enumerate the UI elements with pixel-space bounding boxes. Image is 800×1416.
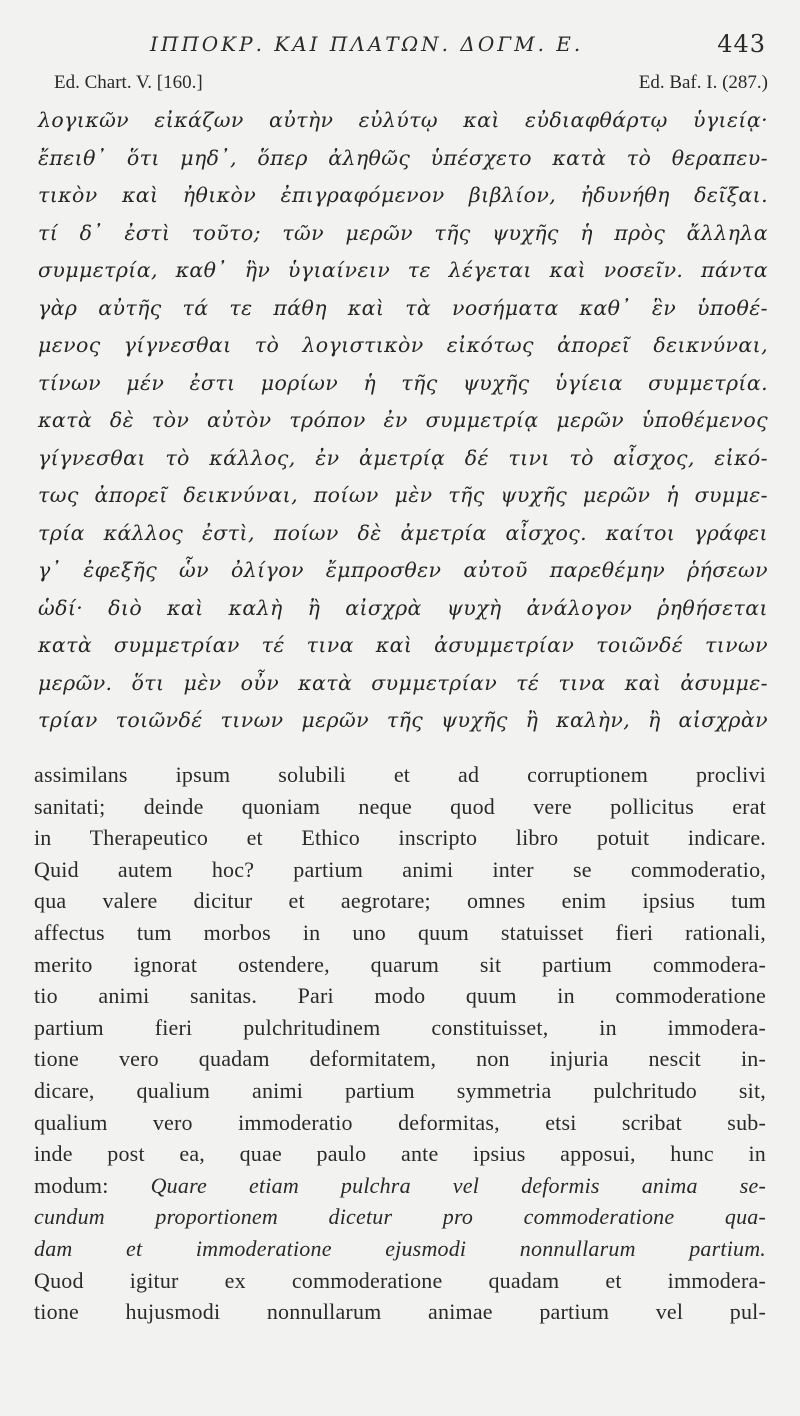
greek-line: τως ἀπορεῖ δεικνύναι, ποίων μὲν τῆς ψυχῆς μερῶν ἡ συμμε- — [38, 483, 768, 507]
edition-left: Ed. Chart. V. [160.] — [54, 72, 203, 93]
greek-line: γίγνεσθαι τὸ κάλλος, ἐν ἀμετρίᾳ δέ τινι τὸ αἶσχος, εἰκό- — [38, 445, 768, 470]
latin-roman-fragment: modum: — [34, 1172, 109, 1198]
latin-line: Quod igitur ex commoderatione quadam et immodera- — [34, 1267, 766, 1293]
greek-line: κατὰ δὲ τὸν αὐτὸν τρόπον ἐν συμμετρίᾳ μερῶν ὑποθέμενος — [38, 408, 768, 432]
edition-right: Ed. Baf. I. (287.) — [638, 72, 768, 93]
latin-line: tione hujusmodi nonnullarum animae partium vel pul- — [34, 1299, 766, 1325]
latin-text-block — [34, 759, 766, 1328]
greek-line: μενος γίγνεσθαι τὸ λογιστικὸν εἰκότως ἀπορεῖ δεικνύναι, — [38, 333, 768, 357]
latin-line-mixed — [34, 1170, 766, 1202]
latin-line: assimilans ipsum solubili et ad corruptionem proclivi — [34, 762, 766, 787]
latin-italic-line: cundum proportionem dicetur pro commoderatione qua- — [34, 1204, 766, 1230]
greek-line: κατὰ συμμετρίαν τέ τινα καὶ ἀσυμμετρίαν τοιῶνδέ τινων — [38, 633, 768, 657]
greek-line: συμμετρία, καθ᾽ ἣν ὑγιαίνειν τε λέγεται καὶ νοσεῖν. πάντα — [38, 258, 768, 282]
latin-italic-line: dam et immoderatione ejusmodi nonnullarum partium. — [34, 1235, 766, 1261]
latin-line: merito ignorat ostendere, quarum sit partium commodera- — [34, 951, 766, 977]
latin-line: tio animi sanitas. Pari modo quum in commoderatione — [34, 983, 766, 1009]
greek-line: τί δ᾽ ἐστὶ τοῦτο; τῶν μερῶν τῆς ψυχῆς ἡ πρὸς ἄλληλα — [38, 220, 768, 245]
greek-line: τρίαν τοιῶνδέ τινων μερῶν τῆς ψυχῆς ἢ καλὴν, ἢ αἰσχρὰν — [38, 708, 768, 732]
edition-reference — [54, 72, 768, 98]
greek-line: ἔπειθ᾽ ὅτι μηδ᾽, ὅπερ ἀληθῶς ὑπέσχετο κατὰ τὸ θεραπευ- — [38, 145, 768, 170]
running-title: ΙΠΠΟΚΡ. ΚΑΙ ΠΛΑΤΩΝ. ΔΟΓΜ. Ε. — [150, 32, 584, 56]
latin-line: qualium vero immoderatio deformitas, etsi scribat sub- — [34, 1109, 766, 1135]
latin-line: Quid autem hoc? partium animi inter se commoderatio, — [34, 856, 766, 882]
latin-line: inde post ea, quae paulo ante ipsius apposui, hunc in — [34, 1141, 766, 1167]
latin-line: tione vero quadam deformitatem, non injuria nescit in- — [34, 1046, 766, 1072]
greek-line: τρία κάλλος ἐστὶ, ποίων δὲ ἀμετρία αἶσχος. καίτοι γράφει — [38, 520, 768, 545]
greek-line: μερῶν. ὅτι μὲν οὖν κατὰ συμμετρίαν τέ τινα καὶ ἀσυμμε- — [38, 670, 768, 695]
latin-line: partium fieri pulchritudinem constituisset, in immodera- — [34, 1014, 766, 1040]
latin-line: qua valere dicitur et aegrotare; omnes enim ipsius tum — [34, 888, 766, 914]
greek-line: ὡδί· διὸ καὶ καλὴ ἢ αἰσχρὰ ψυχὴ ἀνάλογον ῥηθήσεται — [38, 595, 768, 620]
greek-line: λογικῶν εἰκάζων αὐτὴν εὐλύτῳ καὶ εὐδιαφθάρτῳ ὑγιείᾳ· — [38, 108, 768, 132]
greek-line: γ᾽ ἐφεξῆς ὧν ὀλίγον ἔμπροσθεν αὐτοῦ παρεθέμην ῥήσεων — [38, 558, 768, 582]
latin-line: sanitati; deinde quoniam neque quod vere pollicitus erat — [34, 793, 766, 819]
latin-italic-quote: Quare etiam pulchra vel deformis anima se- — [150, 1172, 766, 1198]
page-number: 443 — [717, 30, 766, 58]
running-head — [150, 30, 766, 62]
latin-line: affectus tum morbos in uno quum statuisset fieri rationali, — [34, 919, 766, 945]
greek-line: τικὸν καὶ ἠθικὸν ἐπιγραφόμενον βιβλίον, ἠδυνήθη δεῖξαι. — [38, 183, 768, 207]
latin-line: in Therapeutico et Ethico inscripto libro potuit indicare. — [34, 825, 766, 851]
greek-line: γὰρ αὐτῆς τά τε πάθη καὶ τὰ νοσήματα καθ᾽ ἓν ὑποθέ- — [38, 295, 768, 320]
latin-line: dicare, qualium animi partium symmetria pulchritudo sit, — [34, 1077, 766, 1103]
greek-line: τίνων μέν ἐστι μορίων ἡ τῆς ψυχῆς ὑγίεια συμμετρία. — [38, 370, 768, 395]
greek-text-block — [38, 102, 768, 740]
